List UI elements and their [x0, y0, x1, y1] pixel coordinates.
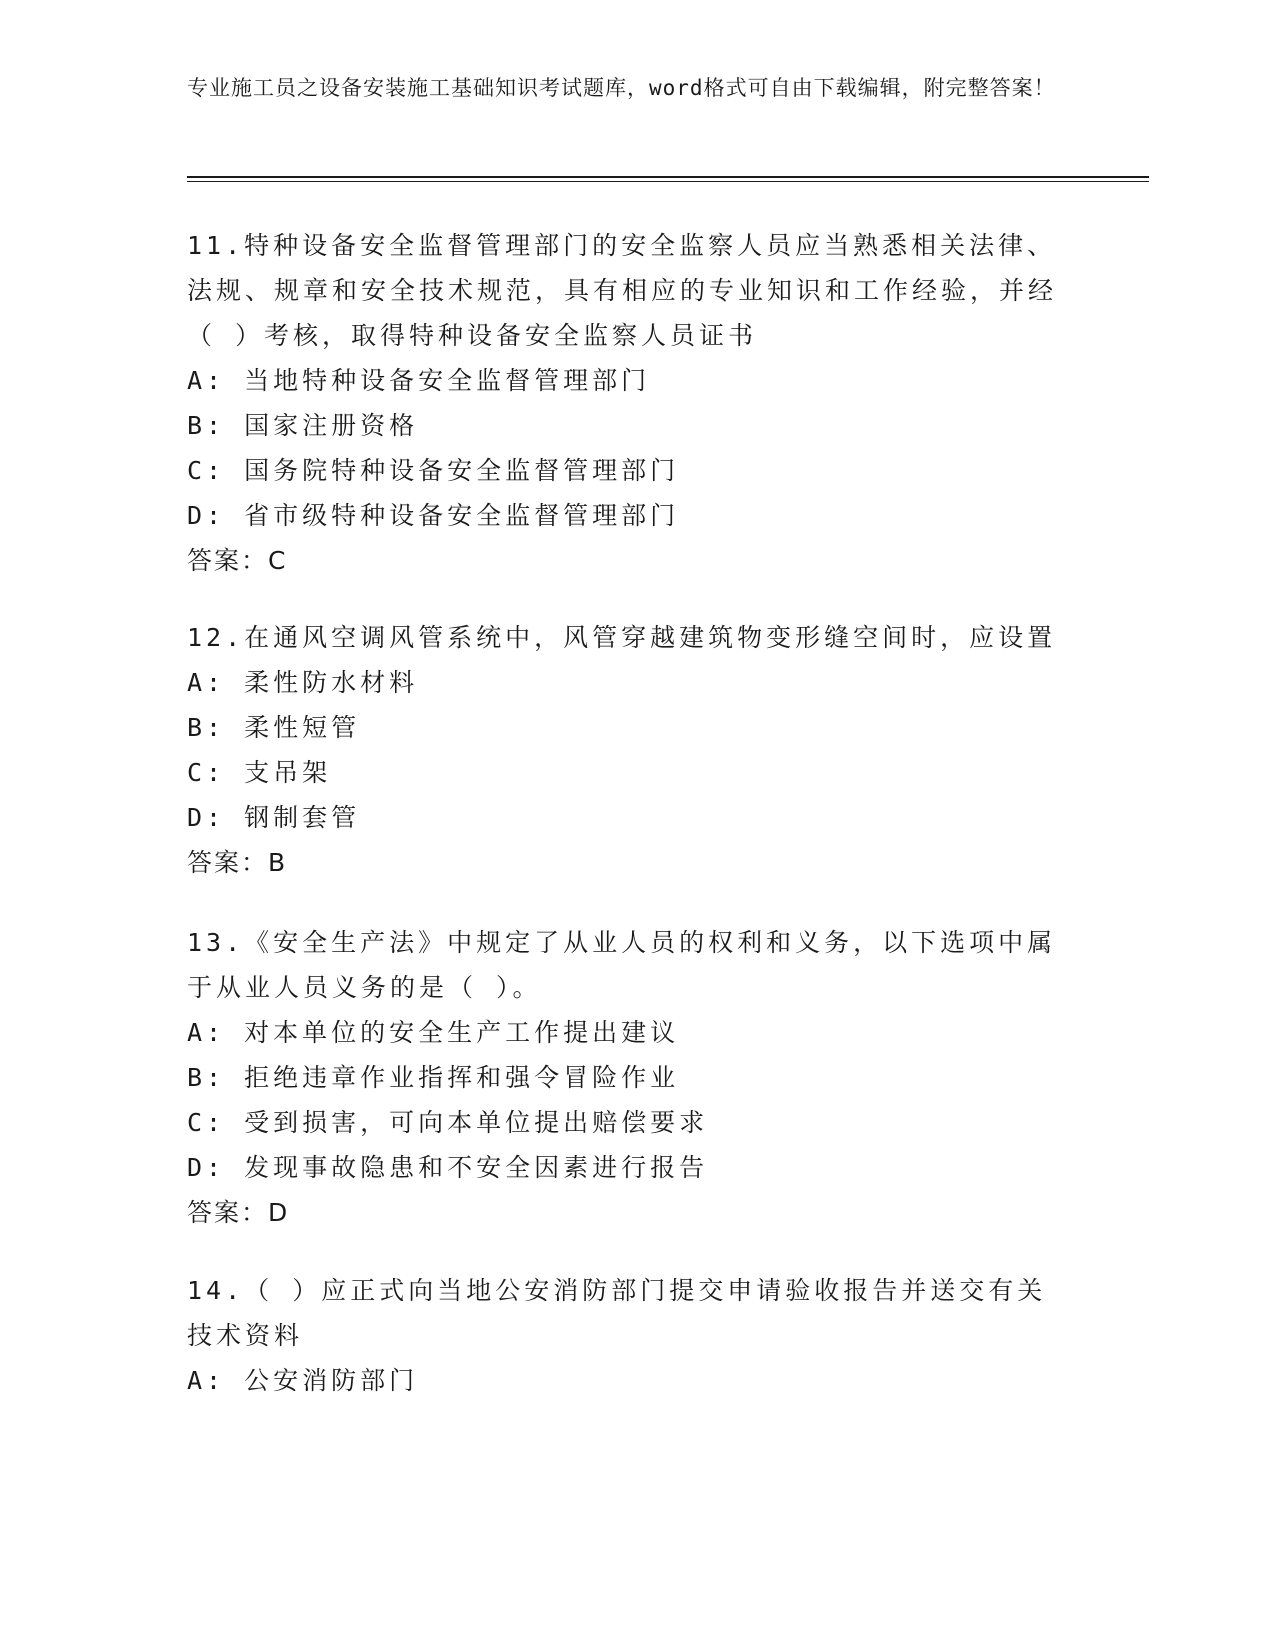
option-c: C: 支吊架	[187, 758, 332, 787]
question-14	[187, 1268, 1067, 1403]
question-text: 12.在通风空调风管系统中，风管穿越建筑物变形缝空间时，应设置	[187, 623, 1057, 652]
answer-label: 答案：D	[187, 1198, 290, 1227]
option-a: A: 对本单位的安全生产工作提出建议	[187, 1018, 680, 1047]
answer-label: 答案：B	[187, 848, 288, 877]
option-c: C: 国务院特种设备安全监督管理部门	[187, 456, 680, 485]
option-a: A: 公安消防部门	[187, 1366, 419, 1395]
option-d: D: 钢制套管	[187, 803, 361, 832]
option-b: B: 国家注册资格	[187, 411, 419, 440]
option-d: D: 发现事故隐患和不安全因素进行报告	[187, 1153, 709, 1182]
option-d: D: 省市级特种设备安全监督管理部门	[187, 501, 680, 530]
option-c: C: 受到损害，可向本单位提出赔偿要求	[187, 1108, 709, 1137]
question-text: 13.《安全生产法》中规定了从业人员的权利和义务，以下选项中属于从业人员义务的是（ ）。	[187, 928, 1057, 1002]
question-12	[187, 615, 1067, 885]
header-divider-thick	[187, 176, 1149, 178]
question-text: 14.（ ）应正式向当地公安消防部门提交申请验收报告并送交有关技术资料	[187, 1276, 1047, 1350]
option-b: B: 柔性短管	[187, 713, 361, 742]
question-13	[187, 920, 1067, 1235]
header-divider-thin	[187, 181, 1149, 182]
answer-label: 答案：C	[187, 546, 288, 575]
document-header: 专业施工员之设备安装施工基础知识考试题库，word格式可自由下载编辑，附完整答案！	[187, 76, 1056, 100]
question-11	[187, 223, 1067, 583]
question-text: 11.特种设备安全监督管理部门的安全监察人员应当熟悉相关法律、法规、规章和安全技术规范，具有相应的专业知识和工作经验，并经（ ）考核，取得特种设备安全监察人员证书	[187, 231, 1058, 350]
option-a: A: 当地特种设备安全监督管理部门	[187, 366, 651, 395]
option-b: B: 拒绝违章作业指挥和强令冒险作业	[187, 1063, 680, 1092]
option-a: A: 柔性防水材料	[187, 668, 419, 697]
